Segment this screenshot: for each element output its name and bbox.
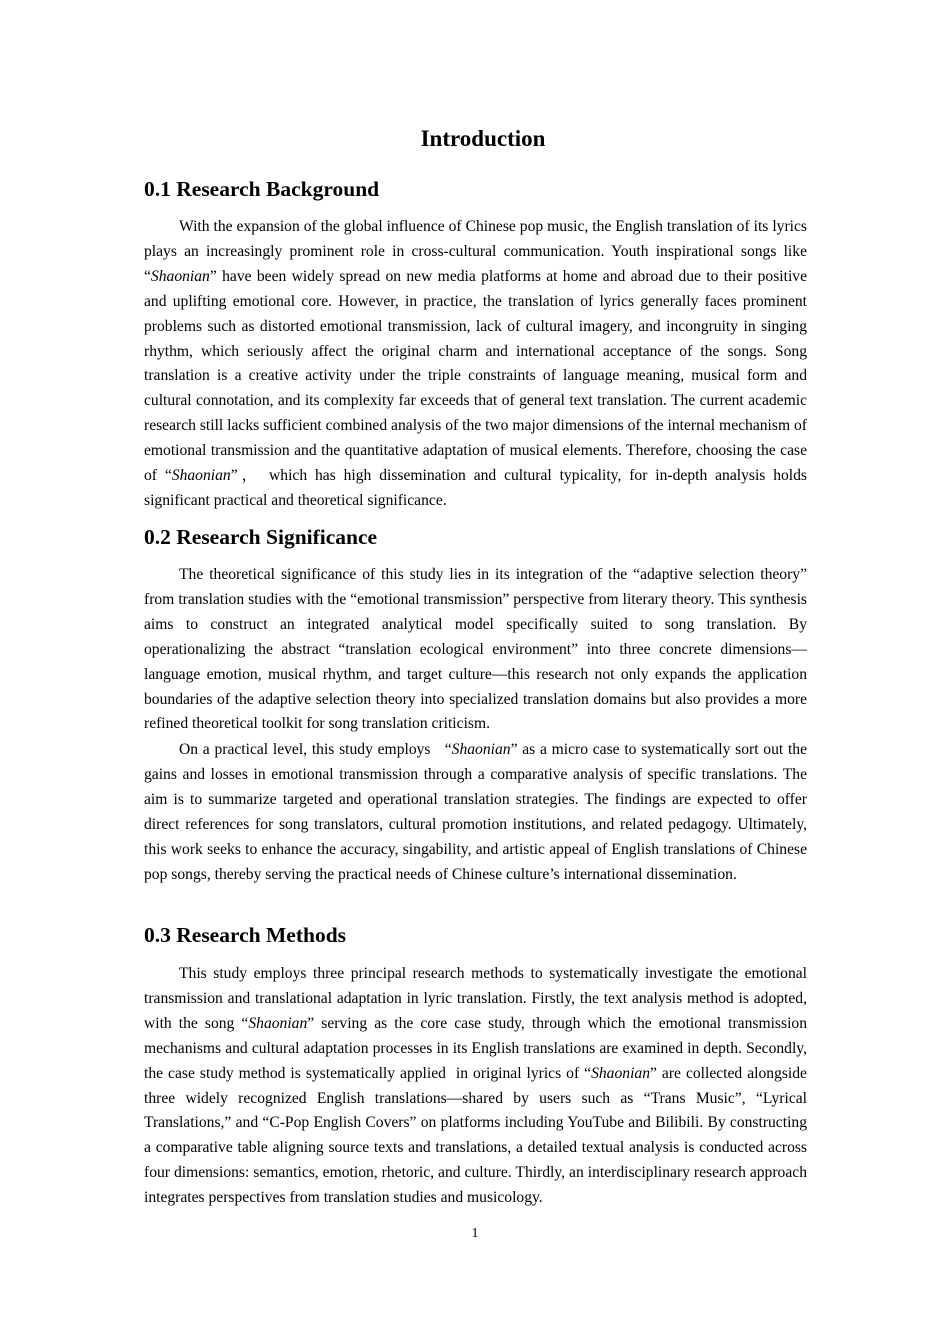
section-heading-research-methods: 0.3 Research Methods [144, 923, 347, 947]
page-number: 1 [471, 1226, 479, 1241]
text-run: On a practical level, this study employs “ [179, 741, 452, 758]
paragraph [144, 962, 807, 1211]
text-run: ” have been widely spread on new media platforms at home and abroad due to their positive and uplifting emotional core. However, in practice, the translation of lyrics generally faces prominent problems such as distorted emotional transmission, lack of cultural imagery, and incongruity in singing rhythm, which seriously affect the original charm and international acceptance of the songs. Song translation is a creative activity under the triple constraints of language meaning, musical form and cultural connotation, and its complexity far exceeds that of general text translation. The current academic research still lacks sufficient combined analysis of the two major dimensions of the internal mechanism of emotional transmission and the quantitative adaptation of musical elements. Therefore, choosing the case of “ [144, 267, 807, 485]
text-run: ” are collected alongside three widely recognized English translations—shared by users such as “Trans Music”, “Lyrical Translations,” and “C-Pop English Covers” on platforms including YouTube and Bilibili. By constructing a comparative table aligning source texts and translations, a detailed textual analysis is conducted across four dimensions: semantics, emotion, rhetoric, and culture. Thirdly, an interdisciplinary research approach integrates perspectives from translation studies and musicology. [144, 1064, 807, 1207]
text-run: With the expansion of the global influence of Chinese pop music, the English translation of its lyrics plays an increasingly prominent role in cross-cultural communication. Youth inspirational songs like “ [144, 218, 807, 285]
page-title: Introduction [420, 126, 546, 151]
text-run: This study employs three principal research methods to systematically investigate the emotional transmission and translational adaptation in lyric translation. Firstly, the text analysis method is adopted, with the song “ [144, 965, 807, 1032]
paragraph [144, 738, 807, 887]
text-run: ”， which has high dissemination and cultural typicality, for in-depth analysis holds significant practical and theoretical significance. [144, 467, 807, 509]
italic-text-run: Shaonian [150, 267, 210, 285]
text-run: ” serving as the core case study, through which the emotional transmission mechanisms and cultural adaptation processes in its English translations are examined in depth. Secondly, the case study method is systematically applied in original lyrics of “ [144, 1014, 807, 1082]
italic-text-run: Shaonian [591, 1064, 650, 1082]
paragraph [144, 215, 807, 514]
paragraph [144, 563, 807, 737]
italic-text-run: Shaonian [171, 467, 231, 485]
text-run: The theoretical significance of this study lies in its integration of the “adaptive selection theory” from translation studies with the “emotional transmission” perspective from literary theory. This synthesis aims to construct an integrated analytical model specifically suited to song translation. By operationalizing the abstract “translation ecological environment” into three concrete dimensions—language emotion, musical rhythm, and target culture—this research not only expands the application boundaries of the adaptive selection theory into specialized translation domains but also provides a more refined theoretical toolkit for song translation criticism. [144, 566, 807, 733]
italic-text-run: Shaonian [248, 1014, 308, 1032]
section-heading-research-significance: 0.2 Research Significance [144, 525, 378, 549]
section-heading-research-background: 0.1 Research Background [144, 177, 380, 201]
italic-text-run: Shaonian [451, 741, 511, 758]
text-run: ” as a micro case to systematically sort out the gains and losses in emotional transmission through a comparative analysis of specific translations. The aim is to summarize targeted and operational translation strategies. The findings are expected to offer direct references for song translators, cultural promotion institutions, and related pedagogy. Ultimately, this work seeks to enhance the accuracy, singability, and artistic appeal of English translations of Chinese pop songs, thereby serving the practical needs of Chinese culture’s international dissemination. [144, 741, 807, 883]
